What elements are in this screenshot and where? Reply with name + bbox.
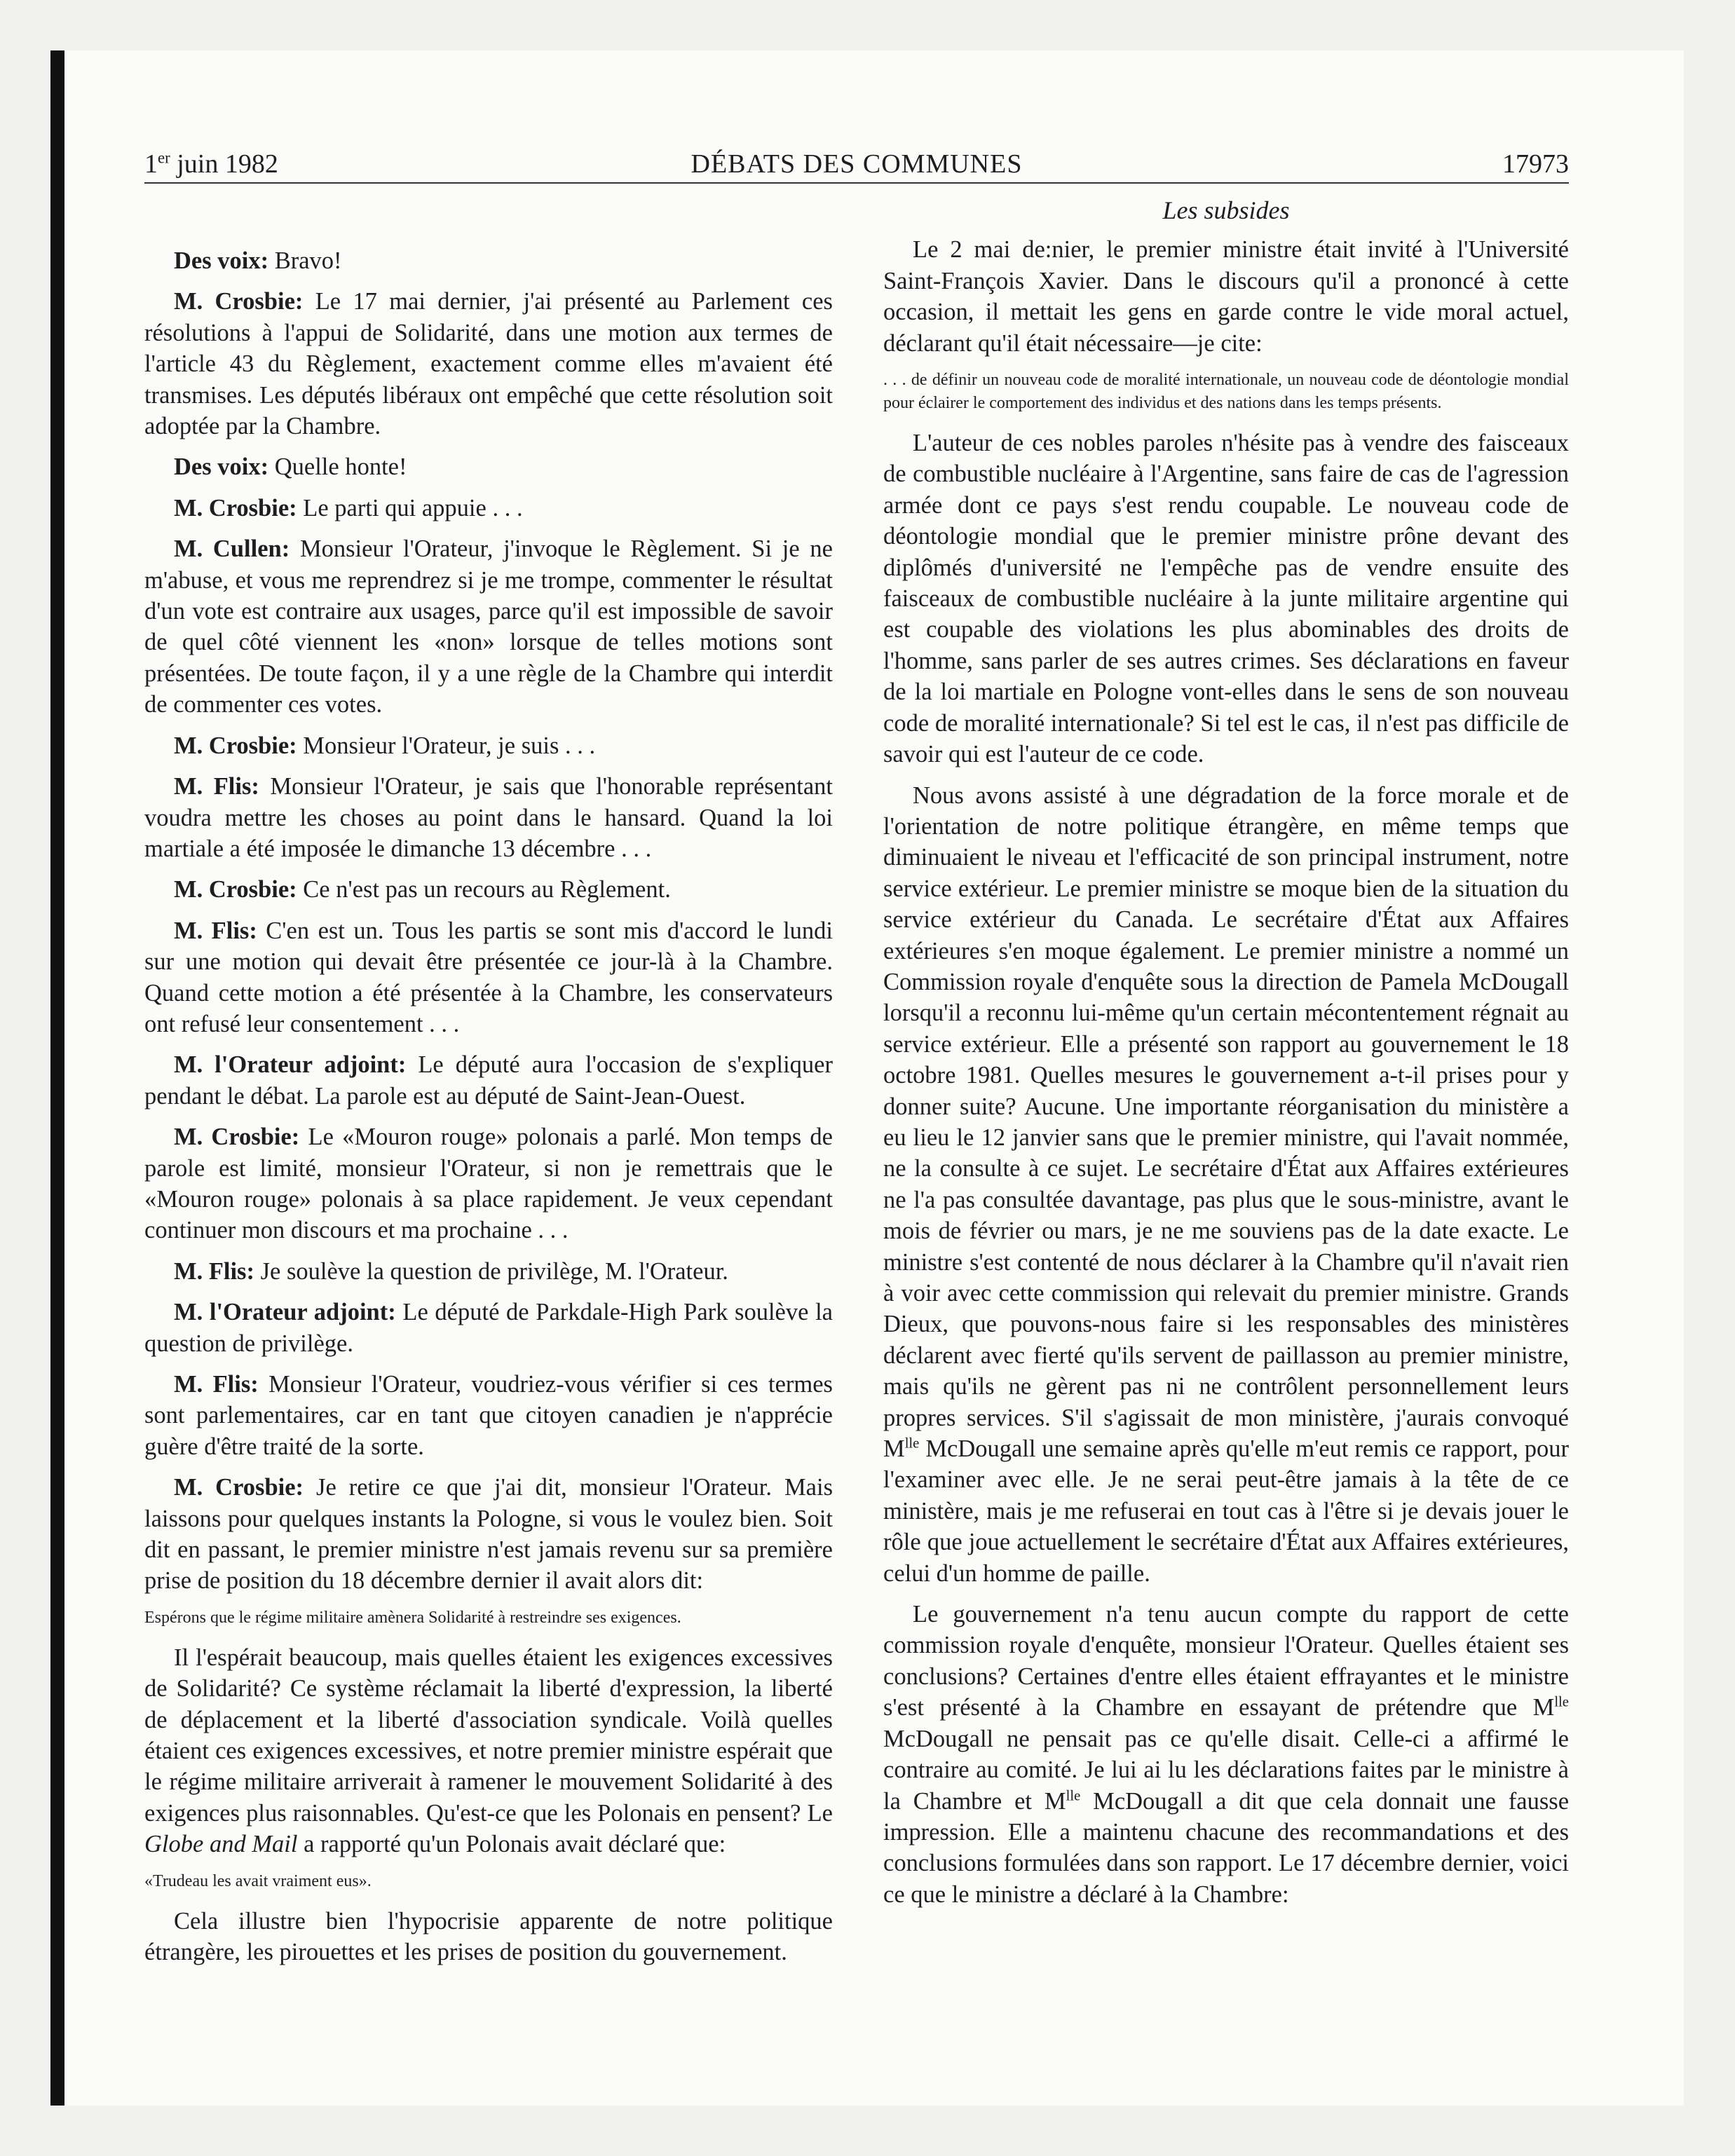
paragraph: Il l'espérait beaucoup, mais quelles étaient les exigences excessives de Solidarité? Ce système réclamait la liberté d'expression, la liberté de déplacement et la liberté d'association syndicale. Voilà quelles étaient ces exigences excessives, et notre premier ministre espérait que le régime militaire arriverait à ramener le mouvement Solidarité à des exigences plus raisonnables. Qu'est-ce que les Polonais en pensent? Le Globe and Mail a rapporté qu'un Polonais avait déclaré que: [144,1644,833,1858]
publication-name: Globe and Mail [144,1831,298,1858]
speaker: M. Crosbie: [174,732,297,759]
block-quote: «Trudeau les avait vraiment eus». [144,1871,372,1890]
speaker: Des voix: [174,453,269,481]
speaker: M. l'Orateur adjoint: [174,1051,407,1079]
paragraph: M. l'Orateur adjoint: Le député aura l'occasion de s'expliquer pendant le débat. La parole est au député de Saint-Jean-Ouest. [144,1051,833,1110]
paragraph: Le 2 mai de:nier, le premier ministre était invité à l'Université Saint-François Xavier. Dans le discours qu'il a prononcé à cette occasion, il mettait les gens en garde contre le vide moral actuel, déclarant qu'il était nécessaire—je cite: [883,236,1569,357]
paragraph: M. Crosbie: Le 17 mai dernier, j'ai présenté au Parlement ces résolutions à l'appui de Solidarité, dans une motion aux termes de l'article 43 du Règlement, exactement comme elles m'avaient été transmises. Les députés libéraux ont empêché que cette résolution soit adoptée par la Chambre. [144,288,833,440]
speaker: M. Cullen: [174,535,290,563]
speaker: M. Flis: [174,773,259,800]
speaker: M. Crosbie: [174,876,297,903]
speaker: M. Flis: [174,917,257,944]
speaker: M. Crosbie: [174,288,304,315]
paragraph: M. Crosbie: Le «Mouron rouge» polonais a parlé. Mon temps de parole est limité, monsieur l'Orateur, si non je remettrais que le «Mouron rouge» polonais à sa place rapidement. Je veux cependant continuer mon discours et ma prochaine . . . [144,1124,833,1244]
header-title: DÉBATS DES COMMUNES [690,149,1023,179]
running-head [144,149,1569,184]
block-quote: Espérons que le régime militaire amènera Solidarité à restreindre ses exigences. [144,1608,681,1627]
left-column [144,245,833,1978]
page-number: 17973 [1502,149,1569,179]
paragraph: M. Flis: Je soulève la question de privilège, M. l'Orateur. [174,1257,728,1285]
paragraph: M. Flis: C'en est un. Tous les partis se sont mis d'accord le lundi sur une motion qui devait être présentée ce jour-là à la Chambre. Quand cette motion a été présentée à la Chambre, les conservateurs ont refusé leur consentement . . . [144,917,833,1037]
speaker: M. Flis: [174,1257,254,1285]
scan-edge [50,50,64,2106]
paragraph: L'auteur de ces nobles paroles n'hésite pas à vendre des faisceaux de combustible nucléaire à l'Argentine, sans faire de cas de l'agression armée dont ce pays s'est rendu coupable. Le nouveau code de déontologie mondial que le premier ministre prône devant des diplômés d'université ne l'empêche pas de vendre ensuite des faisceaux de combustible nucléaire à la junte militaire argentine qui est coupable des violations les plus abominables des droits de l'homme, sans parler de ses autres crimes. Ses déclarations en faveur de la loi martiale en Pologne vont-elles dans le sens de son nouveau code de moralité internationale? Si tel est le cas, il n'est pas difficile de savoir qui est l'auteur de ce code. [883,430,1569,768]
speaker: M. Crosbie: [174,1474,304,1501]
paragraph: M. Crosbie: Le parti qui appuie . . . [174,494,523,521]
paragraph: M. Crosbie: Monsieur l'Orateur, je suis . . . [174,732,596,759]
paragraph: M. l'Orateur adjoint: Le député de Parkdale-High Park soulève la question de privilège. [144,1299,833,1357]
paragraph: Cela illustre bien l'hypocrisie apparente de notre politique étrangère, les pirouettes et les prises de position du gouvernement. [144,1907,833,1966]
paragraph: Le gouvernement n'a tenu aucun compte du rapport de cette commission royale d'enquête, monsieur l'Orateur. Quelles étaient ses conclusions? Certaines d'entre elles étaient effrayantes et le ministre s'est présenté à la Chambre en essayant de prétendre que $M^{lle}$ McDougall ne pensait pas ce qu'elle disait. Celle-ci a affirmé le contraire au comité. Je lui ai lu les déclarations faites par le ministre à la Chambre et $M^{lle}$ McDougall a dit que cela donnait une fausse impression. Elle a maintenu chacune des recommandations et des conclusions formulées dans son rapport. Le 17 décembre dernier, voici ce que le ministre a déclaré à la Chambre: [883,1601,1570,1908]
paragraph: M. Flis: Monsieur l'Orateur, voudriez-vous vérifier si ces termes sont parlementaires, car en tant que citoyen canadien je n'apprécie guère d'être traité de la sorte. [144,1371,833,1460]
header-date: 1er juin 1982 [144,149,278,179]
paragraph: M. Crosbie: Ce n'est pas un recours au Règlement. [174,876,671,903]
paragraph: Nous avons assisté à une dégradation de la force morale et de l'orientation de notre politique étrangère, en même temps que diminuaient le niveau et l'efficacité de son principal instrument, notre service extérieur. Le premier ministre se moque bien de la situation du service extérieur du Canada. Le secrétaire d'État aux Affaires extérieures s'en moque également. Le premier ministre a nommé un Commission royale d'enquête sous la direction de Pamela McDougall lorsqu'il a reconnu lui-même qu'un certain mécontentement régnait au service extérieur. Elle a présenté son rapport au gouvernement le 18 octobre 1981. Quelles mesures le gouvernement a-t-il prises pour y donner suite? Aucune. Une importante réorganisation du ministère a eu lieu le 12 janvier sans que le premier ministre, qui l'avait nommée, ne la consulte à ce sujet. Le secrétaire d'État aux Affaires extérieures ne l'a pas consultée davantage, pas plus que le sous-ministre, avant le mois de février ou mars, je ne me souviens pas de la date exacte. Le ministre s'est contenté de nous déclarer à la Chambre qu'il n'avait rien à voir avec cette commission qui relevait du premier ministre. Grands Dieux, que pouvons-nous faire si les responsables des ministères déclarent avec fierté qu'ils servent de paillasson au premier ministre, mais qu'ils ne gèrent pas ni ne contrôlent personnellement leurs propres services. S'il s'agissait de mon ministère, j'aurais convoqué $M^{lle}$ McDougall une semaine après qu'elle m'eut remis ce rapport, pour l'examiner avec elle. Je ne serai peut-être jamais à la tête de ce ministère, mais je me refuserai en tout cas à l'être si je devais jouer le rôle que joue actuellement le secrétaire d'État aux Affaires extérieures, celui d'un homme de paille. [883,782,1569,1587]
block-quote: . . . de définir un nouveau code de moralité internationale, un nouveau code de déontologie mondial pour éclairer le comportement des individus et des nations dans les temps présents. [883,371,1569,413]
speaker: M. Flis: [174,1371,259,1398]
paragraph: Des voix: Quelle honte! [174,453,407,481]
section-title: Les subsides [1162,196,1290,224]
speaker: Des voix: [174,247,269,274]
speaker: M. Crosbie: [174,494,297,521]
speaker: M. l'Orateur adjoint: [174,1299,396,1326]
right-column [883,195,1569,1920]
speaker: M. Crosbie: [174,1124,300,1151]
paragraph: M. Flis: Monsieur l'Orateur, je sais que l'honorable représentant voudra mettre les choses au point dans le hansard. Quand la loi martiale a été imposée le dimanche 13 décembre . . . [144,773,833,862]
paragraph: M. Cullen: Monsieur l'Orateur, j'invoque le Règlement. Si je ne m'abuse, et vous me reprendrez si je me trompe, commenter le résultat d'un vote est contraire aux usages, parce qu'il est impossible de savoir de quel côté viennent les «non» lorsque de telles motions sont présentées. De toute façon, il y a une règle de la Chambre qui interdit de commenter ces votes. [144,535,833,718]
paragraph: Des voix: Bravo! [174,247,342,274]
paragraph: M. Crosbie: Je retire ce que j'ai dit, monsieur l'Orateur. Mais laissons pour quelques instants la Pologne, si vous le voulez bien. Soit dit en passant, le premier ministre n'est jamais revenu sur sa première prise de position du 18 décembre dernier il avait alors dit: [144,1474,834,1595]
